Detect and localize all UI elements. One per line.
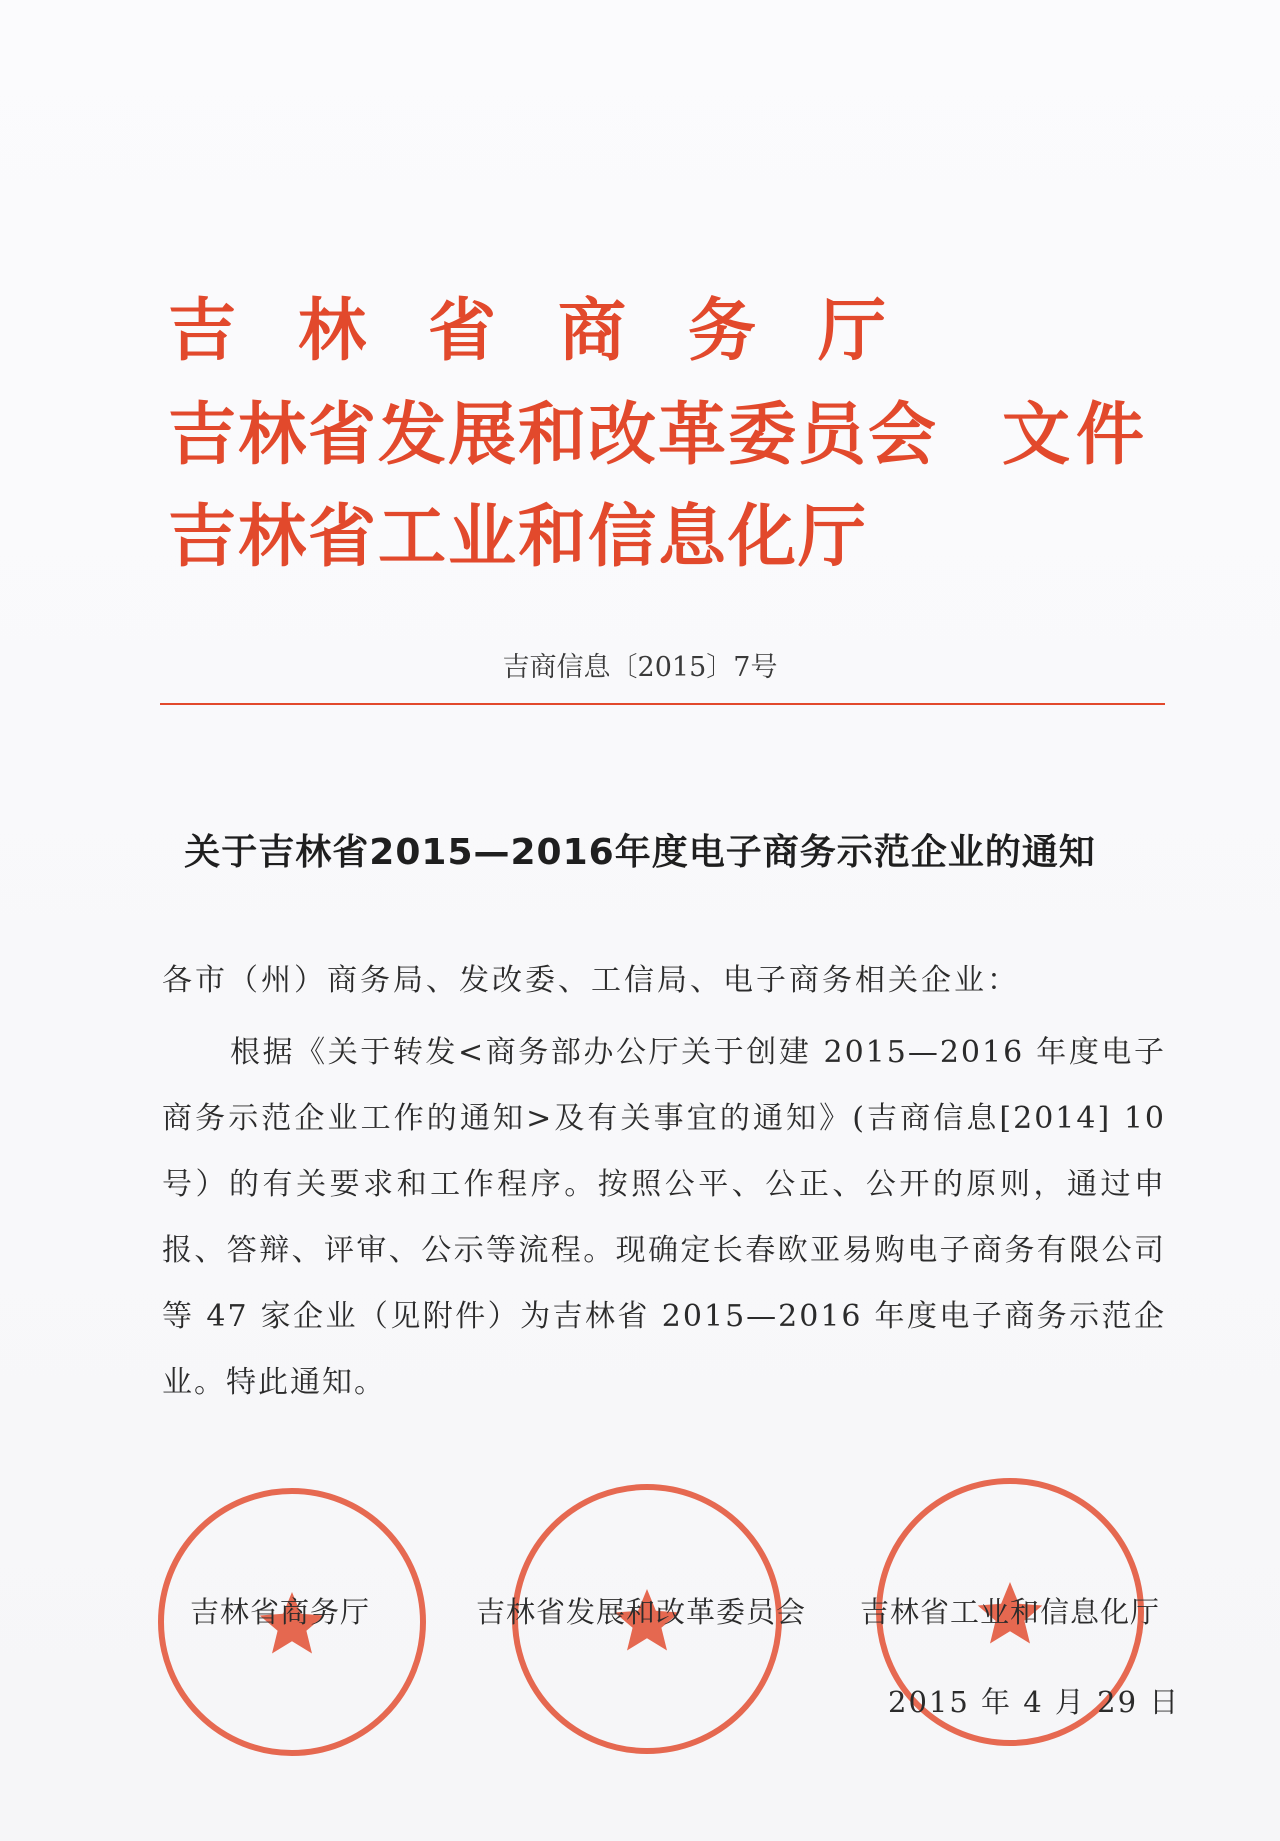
red-divider bbox=[160, 703, 1165, 705]
signatory-industry-it: 吉林省工业和信息化厅 bbox=[860, 1595, 1161, 1629]
signatory-commerce: 吉林省商务厅 bbox=[190, 1595, 371, 1629]
header-issuer-industry-it: 吉林省工业和信息化厅 bbox=[168, 498, 869, 577]
issue-date: 2015 年 4 月 29 日 bbox=[888, 1685, 1181, 1719]
header-suffix: 文件 bbox=[1002, 396, 1151, 475]
salutation: 各市（州）商务局、发改委、工信局、电子商务相关企业： bbox=[162, 963, 1020, 998]
signatory-development-reform: 吉林省发展和改革委员会 bbox=[476, 1595, 807, 1629]
header-issuer-development-reform: 吉林省发展和改革委员会 bbox=[168, 396, 939, 475]
notice-title: 关于吉林省2015—2016年度电子商务示范企业的通知 bbox=[184, 832, 1096, 873]
body-paragraph: 根据《关于转发<商务部办公厅关于创建 2015—2016 年度电子商务示范企业工作的通知>及有关事宜的通知》(吉商信息[2014] 10 号）的有关要求和工作程序。按照公平、公正、公开的原则，通过申报、答辩、评审、公示等流程。现确定长春欧亚易购电子商务有限公司等 47 家企业（见附件）为吉林省 2015—2016 年度电子商务示范企业。特此通知。 bbox=[162, 1035, 1166, 1400]
header-issuer-commerce: 吉林省商务厅 bbox=[168, 292, 949, 371]
document-number: 吉商信息〔2015〕7号 bbox=[502, 652, 778, 683]
